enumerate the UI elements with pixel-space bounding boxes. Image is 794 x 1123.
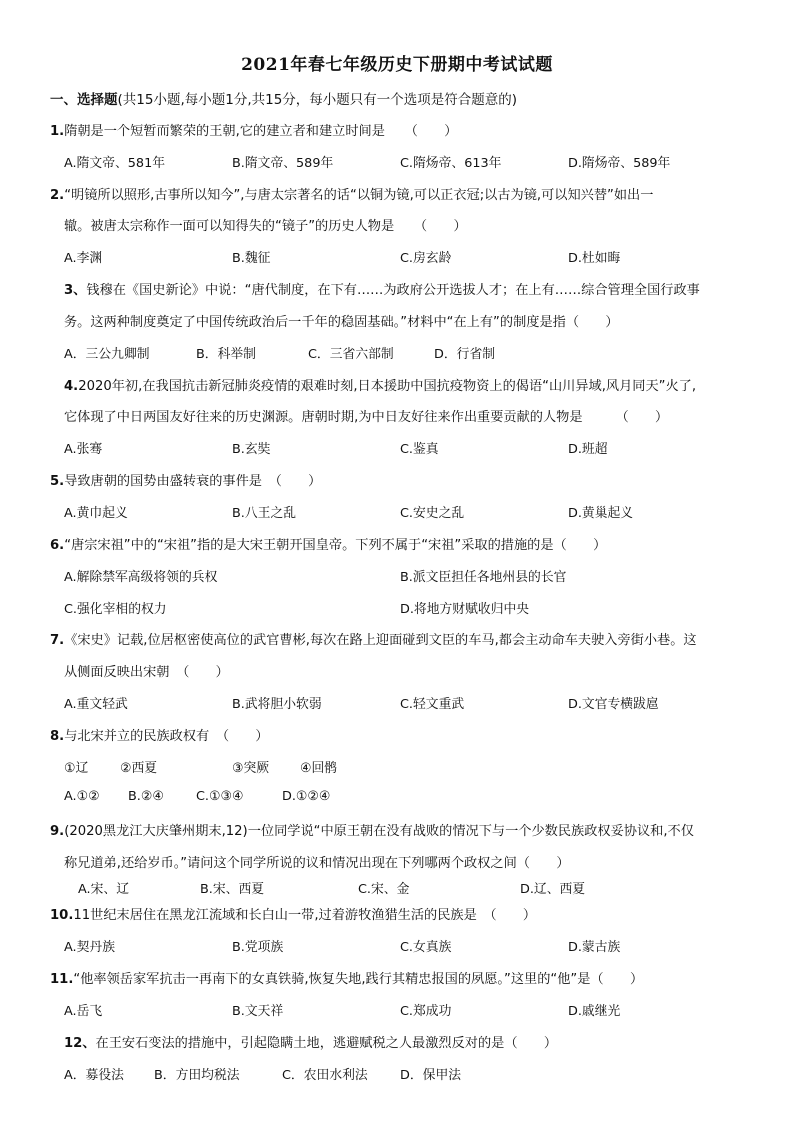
- option-b: B.派文臣担任各地州县的长官: [400, 570, 567, 585]
- question-4: [64, 375, 696, 394]
- option-d: D.将地方财赋收归中央: [400, 602, 530, 617]
- option-a: A.岳飞: [64, 1004, 103, 1019]
- option-b: B.魏征: [232, 251, 271, 266]
- question-text: 在王安石变法的措施中，引起隐瞒土地，逃避赋税之人最激烈反对的是（ ）: [95, 1036, 558, 1051]
- option-a: A.契丹族: [64, 940, 115, 955]
- question-text: 11世纪末居住在黑龙江流域和长白山一带,过着游牧渔猎生活的民族是 （ ）: [73, 908, 537, 923]
- question-text: “唐宗宋祖”中的“宋祖”指的是大宋王朝开国皇帝。下列不属于“宋祖”采取的措施的是（ ）: [64, 538, 607, 553]
- question-number: 4.: [64, 379, 79, 394]
- option-c: C.轻文重武: [400, 697, 465, 712]
- question-number: 8.: [50, 729, 65, 744]
- question-text-cont: 辙。被唐太宗称作一面可以知得失的“镜子”的历史人物是 （ ）: [64, 219, 467, 234]
- question-number: 7.: [50, 633, 65, 648]
- option-c: C.鉴真: [400, 442, 439, 457]
- question-text-cont: 务。这两种制度奠定了中国传统政治后一千年的稳固基础。”材料中“在上有”的制度是指（ ）: [64, 315, 619, 330]
- option-c: C．农田水利法: [282, 1068, 368, 1083]
- question-11: [50, 968, 643, 987]
- option-c: C.隋炀帝、613年: [400, 156, 502, 171]
- option-d: D.戚继光: [568, 1004, 621, 1019]
- option-d: D.黄巢起义: [568, 506, 634, 521]
- option-a: A.解除禁军高级将领的兵权: [64, 570, 218, 585]
- question-text: 钱穆在《国史新论》中说：“唐代制度，在下有……为政府公开选拔人才；在上有……综合管理全国行政事: [86, 283, 700, 298]
- question-number: 2.: [50, 188, 65, 203]
- option-b: B.宋、西夏: [200, 882, 265, 897]
- question-3: [64, 279, 700, 298]
- question-1: [50, 120, 457, 139]
- item-4: ④回鹘: [300, 761, 338, 776]
- section-instruction: (共15小题,每小题1分,共15分，每小题只有一个选项是符合题意的): [117, 92, 518, 108]
- question-text: “明镜所以照形,古事所以知今”,与唐太宗著名的话“以铜为镜,可以正衣冠;以古为镜,可以知兴替”如出一: [64, 188, 654, 203]
- question-number: 1.: [50, 124, 65, 139]
- option-a: A.①②: [64, 789, 100, 804]
- option-a: A.张骞: [64, 442, 103, 457]
- option-a: A.重文轻武: [64, 697, 128, 712]
- option-d: D.隋炀帝、589年: [568, 156, 671, 171]
- option-d: D．保甲法: [400, 1068, 462, 1083]
- option-a: A．募役法: [64, 1068, 124, 1083]
- question-text-cont: 称兄道弟,还给岁币。”请问这个同学所说的议和情况出现在下列哪两个政权之间（ ）: [64, 856, 570, 871]
- question-number: 11.: [50, 972, 74, 987]
- exam-title: 2021年春七年级历史下册期中考试试题: [241, 55, 553, 75]
- item-2: ②西夏: [120, 761, 158, 776]
- option-c: C.①③④: [196, 789, 244, 804]
- option-d: D.辽、西夏: [520, 882, 586, 897]
- section-heading-label: 一、选择题: [50, 92, 118, 108]
- question-number: 9.: [50, 824, 65, 839]
- question-text: 《宋史》记载,位居枢密使高位的武官曹彬,每次在路上迎面碰到文臣的车马,都会主动命车夫驶入旁街小巷。这: [64, 633, 697, 648]
- option-d: D.文官专横跋扈: [568, 697, 659, 712]
- question-5: [50, 470, 321, 489]
- option-b: B．方田均税法: [154, 1068, 240, 1083]
- question-12: [64, 1032, 557, 1051]
- question-6: [50, 534, 606, 553]
- option-d: D.班超: [568, 442, 608, 457]
- question-2: [50, 184, 653, 203]
- question-number: 5.: [50, 474, 65, 489]
- option-c: C．三省六部制: [308, 347, 394, 362]
- option-d: D.杜如晦: [568, 251, 621, 266]
- option-b: B.文天祥: [232, 1004, 284, 1019]
- option-c: C.宋、金: [358, 882, 410, 897]
- option-c: C.安史之乱: [400, 506, 465, 521]
- option-a: A.隋文帝、581年: [64, 156, 166, 171]
- option-c: C.强化宰相的权力: [64, 602, 167, 617]
- option-b: B.党项族: [232, 940, 284, 955]
- question-text: 导致唐朝的国势由盛转衰的事件是 （ ）: [64, 474, 322, 489]
- question-number: 12、: [64, 1036, 96, 1051]
- question-text: 隋朝是一个短暂而繁荣的王朝,它的建立者和建立时间是 （ ）: [64, 124, 458, 139]
- option-d: D．行省制: [434, 347, 496, 362]
- option-b: B．科举制: [196, 347, 256, 362]
- option-b: B.隋文帝、589年: [232, 156, 334, 171]
- question-7: [50, 629, 697, 648]
- option-d: D.①②④: [282, 789, 331, 804]
- question-text: (2020黑龙江大庆肇州期末,12)一位同学说“中原王朝在没有战败的情况下与一个少数民族政权妥协议和,不仅: [64, 824, 694, 839]
- question-text: 2020年初,在我国抗击新冠肺炎疫情的艰难时刻,日本援助中国抗疫物资上的偈语“山川异域,风月同天”火了,: [78, 379, 697, 394]
- option-b: B.②④: [128, 789, 164, 804]
- question-text-cont: 它体现了中日两国友好往来的历史渊源。唐朝时期,为中日友好往来作出重要贡献的人物是 （ ）: [64, 410, 669, 425]
- question-8: [50, 725, 269, 744]
- question-number: 3、: [64, 283, 87, 298]
- option-c: C.郑成功: [400, 1004, 452, 1019]
- item-3: ③突厥: [232, 761, 270, 776]
- question-number: 10.: [50, 908, 74, 923]
- question-text: 与北宋并立的民族政权有 （ ）: [64, 729, 269, 744]
- option-b: B.武将胆小软弱: [232, 697, 322, 712]
- question-text-cont: 从侧面反映出宋朝 （ ）: [64, 665, 229, 680]
- option-a: A.李渊: [64, 251, 103, 266]
- option-a: A.宋、辽: [78, 882, 129, 897]
- section-heading: [50, 88, 517, 108]
- question-number: 6.: [50, 538, 65, 553]
- option-c: C.女真族: [400, 940, 452, 955]
- question-text: “他率领岳家军抗击一再南下的女真铁骑,恢复失地,践行其精忠报国的夙愿。”这里的“他”是（ ）: [73, 972, 644, 987]
- option-d: D.蒙古族: [568, 940, 621, 955]
- option-b: B.八王之乱: [232, 506, 297, 521]
- option-a: A.黄巾起义: [64, 506, 128, 521]
- option-a: A．三公九卿制: [64, 347, 150, 362]
- question-9: [50, 820, 694, 839]
- option-b: B.玄奘: [232, 442, 271, 457]
- option-c: C.房玄龄: [400, 251, 452, 266]
- item-1: ①辽: [64, 761, 89, 776]
- question-10: [50, 904, 536, 923]
